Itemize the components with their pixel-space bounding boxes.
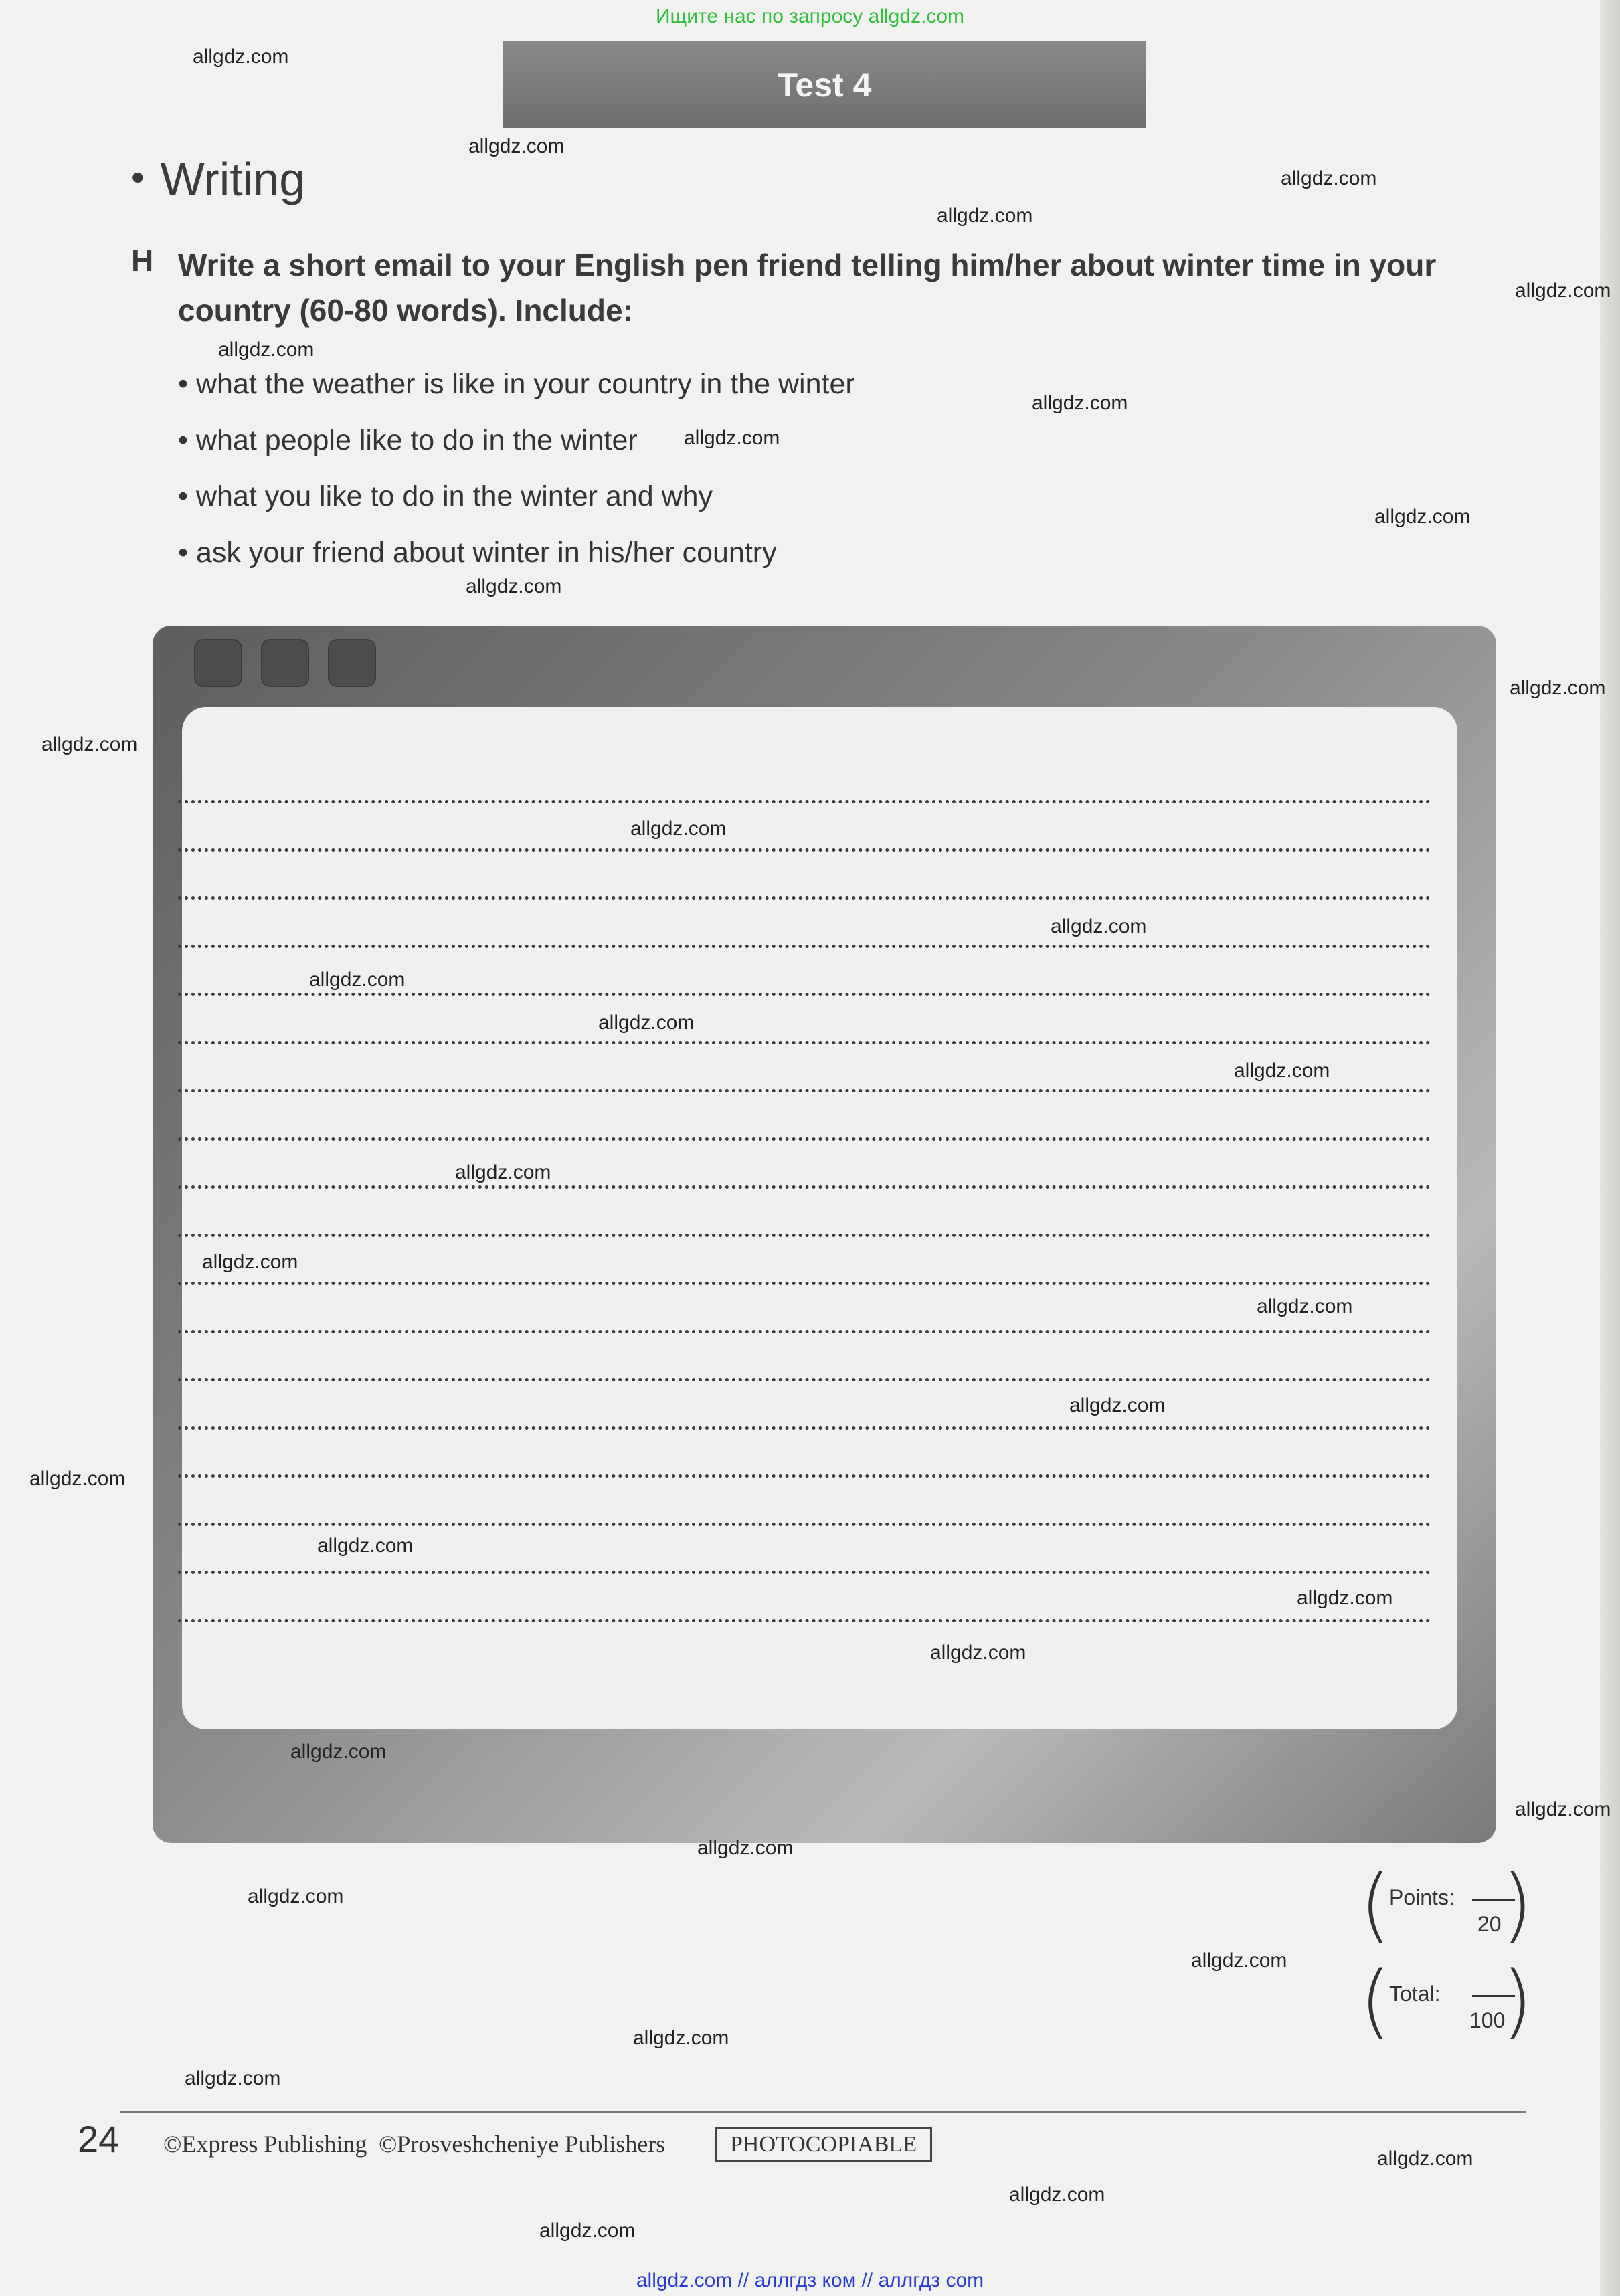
points-label: Points: — [1389, 1885, 1455, 1909]
total-box — [1360, 1955, 1533, 2056]
watermark[interactable]: allgdz.com — [455, 1161, 551, 1183]
bottom-banner[interactable]: allgdz.com // аллгдз ком // аллгдз com — [636, 2269, 984, 2291]
watermark[interactable]: allgdz.com — [309, 969, 406, 991]
watermark[interactable]: allgdz.com — [930, 1642, 1026, 1664]
section-bullet: • — [131, 156, 145, 198]
watermark[interactable]: allgdz.com — [248, 1885, 344, 1907]
answer-line[interactable] — [178, 848, 1431, 852]
answer-line[interactable] — [178, 1619, 1431, 1622]
watermark[interactable]: allgdz.com — [1051, 915, 1147, 937]
watermark[interactable]: allgdz.com — [633, 2027, 729, 2049]
top-banner[interactable]: Ищите нас по запросу allgdz.com — [655, 5, 965, 27]
photocopiable-badge: PHOTOCOPIABLE — [715, 2127, 932, 2162]
answer-line[interactable] — [178, 1185, 1431, 1189]
watermark[interactable]: allgdz.com — [41, 733, 138, 755]
publisher-prosveshcheniye: ©Prosveshcheniye Publishers — [379, 2131, 666, 2158]
watermark[interactable]: allgdz.com — [185, 2067, 281, 2089]
points-max: 20 — [1477, 1912, 1502, 1936]
answer-line[interactable] — [178, 800, 1431, 803]
watermark[interactable]: allgdz.com — [630, 818, 727, 840]
total-label: Total: — [1389, 1982, 1441, 2006]
watermark[interactable]: allgdz.com — [1032, 392, 1128, 414]
watermark[interactable]: allgdz.com — [1515, 1798, 1611, 1820]
watermark[interactable]: allgdz.com — [1234, 1060, 1330, 1082]
watermark[interactable]: allgdz.com — [290, 1741, 387, 1763]
watermark[interactable]: allgdz.com — [1377, 2147, 1473, 2170]
answer-line[interactable] — [178, 1474, 1431, 1478]
answer-line[interactable] — [178, 1137, 1431, 1141]
total-paren-right: ) — [1502, 1955, 1533, 2048]
watermark[interactable]: allgdz.com — [466, 575, 562, 597]
test-title: Test 4 — [777, 66, 872, 104]
answer-line[interactable] — [178, 1426, 1431, 1430]
include-item: • ask your friend about winter in his/her country — [178, 537, 777, 569]
watermark[interactable]: allgdz.com — [1374, 506, 1471, 528]
watermark[interactable]: allgdz.com — [29, 1468, 126, 1490]
answer-line[interactable] — [178, 1378, 1431, 1381]
section-title-text: Writing — [160, 153, 306, 205]
test-header — [503, 41, 1146, 128]
watermark[interactable]: allgdz.com — [1281, 167, 1377, 189]
publisher-express: ©Express Publishing — [163, 2131, 367, 2158]
watermark[interactable]: allgdz.com — [218, 339, 314, 361]
watermark[interactable]: allgdz.com — [1257, 1295, 1353, 1317]
include-item: • what the weather is like in your country in the winter — [178, 368, 855, 400]
points-box — [1360, 1858, 1533, 1960]
answer-line[interactable] — [178, 1523, 1431, 1526]
watermark[interactable]: allgdz.com — [598, 1012, 695, 1034]
answer-line[interactable] — [178, 945, 1431, 948]
include-item: • what you like to do in the winter and why — [178, 480, 713, 512]
page-number: 24 — [78, 2118, 120, 2160]
points-paren-right: ) — [1502, 1858, 1533, 1951]
footer-rule — [120, 2111, 1526, 2113]
include-item: • what people like to do in the winter — [178, 424, 638, 456]
watermark[interactable]: allgdz.com — [1515, 280, 1611, 302]
answer-line[interactable] — [178, 1234, 1431, 1237]
answer-line[interactable] — [178, 1282, 1431, 1285]
watermark[interactable]: allgdz.com — [317, 1535, 414, 1557]
section-title — [131, 153, 305, 206]
total-max: 100 — [1469, 2008, 1506, 2032]
task-letter: H — [131, 243, 154, 278]
frame-tab-icon — [328, 639, 376, 687]
total-paren-left: ( — [1360, 1955, 1391, 2048]
watermark[interactable]: allgdz.com — [1191, 1949, 1287, 1972]
watermark[interactable]: allgdz.com — [539, 2220, 636, 2242]
frame-tab-icon — [261, 639, 309, 687]
points-paren-left: ( — [1360, 1858, 1391, 1951]
watermark[interactable]: allgdz.com — [684, 427, 780, 449]
watermark[interactable]: allgdz.com — [468, 135, 565, 157]
answer-line[interactable] — [178, 1330, 1431, 1333]
answer-line[interactable] — [178, 993, 1431, 996]
watermark[interactable]: allgdz.com — [1069, 1394, 1166, 1416]
frame-tab-icon — [194, 639, 242, 687]
watermark[interactable]: allgdz.com — [1297, 1587, 1393, 1609]
task-instruction: Write a short email to your English pen friend telling him/her about winter time in your country (60-80 words). Include: — [178, 248, 1437, 328]
writing-area[interactable] — [182, 707, 1457, 1729]
watermark[interactable]: allgdz.com — [1510, 677, 1606, 699]
watermark[interactable]: allgdz.com — [697, 1837, 794, 1859]
watermark[interactable]: allgdz.com — [1009, 2184, 1105, 2206]
watermark[interactable]: allgdz.com — [202, 1251, 298, 1273]
answer-line[interactable] — [178, 1041, 1431, 1044]
watermark[interactable]: allgdz.com — [193, 45, 289, 68]
watermark[interactable]: allgdz.com — [937, 205, 1033, 227]
answer-line[interactable] — [178, 1089, 1431, 1092]
answer-line[interactable] — [178, 896, 1431, 900]
answer-line[interactable] — [178, 1571, 1431, 1574]
page-edge-shadow — [1600, 0, 1620, 2296]
